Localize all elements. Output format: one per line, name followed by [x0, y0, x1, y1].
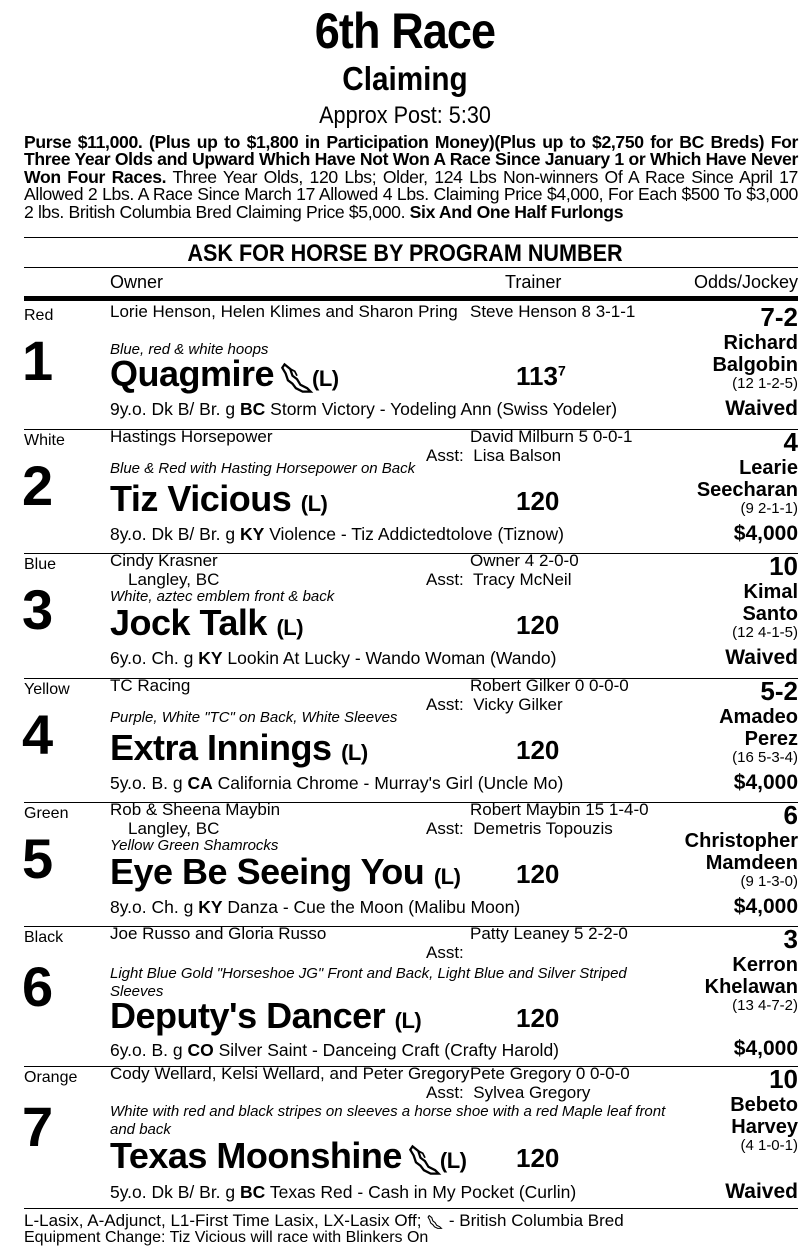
weight-value: 120	[516, 486, 560, 516]
race-conditions	[24, 134, 798, 221]
weight-value: 120	[516, 735, 560, 765]
weight	[516, 610, 559, 641]
program-number: 1	[22, 329, 54, 392]
silks-description: White, aztec emblem front & back	[110, 588, 335, 605]
asst-label: Asst:	[426, 819, 464, 838]
jockey-last-name: Mamdeen	[705, 852, 798, 874]
bred-state: KY	[198, 648, 223, 668]
medication: (L)	[276, 615, 304, 640]
weight	[516, 1143, 559, 1174]
saddlecloth-color: Orange	[24, 1069, 78, 1086]
assistant-trainer	[426, 943, 469, 963]
jockey-stats: (16 5-3-4)	[732, 749, 798, 766]
conditions-distance: Six And One Half Furlongs	[409, 201, 624, 222]
age-sex: 8y.o. Ch. g	[110, 897, 199, 917]
pedigree	[110, 399, 617, 420]
weight-value: 120	[516, 1003, 560, 1033]
silks-description: White with red and black stripes on sleeves a horse shoe with a red Maple leaf front and back	[110, 1103, 666, 1138]
morning-line-odds: 10	[769, 1064, 798, 1094]
asst-label: Asst:	[426, 1083, 464, 1102]
sire-dam: Silver Saint - Danceing Craft (Crafty Harold)	[213, 1040, 559, 1060]
saddlecloth-color: Blue	[24, 556, 57, 573]
pedigree	[110, 1182, 576, 1203]
owner-name: Lorie Henson, Helen Klimes and Sharon Pring	[110, 302, 458, 321]
claiming-price: Waived	[725, 646, 798, 669]
medication: (L)	[341, 740, 368, 765]
jockey-last-name: Harvey	[731, 1116, 798, 1138]
program-number: 7	[22, 1095, 54, 1158]
bc-bred-icon	[280, 361, 310, 391]
program-number: 2	[22, 454, 54, 517]
assistant-name: Tracy McNeil	[472, 570, 572, 589]
saddlecloth-color: White	[24, 432, 65, 449]
asst-label: Asst:	[426, 446, 464, 465]
weight	[516, 361, 566, 392]
jockey-stats: (9 1-3-0)	[740, 873, 798, 890]
jockey-last-name: Balgobin	[712, 354, 798, 376]
weight	[516, 735, 559, 766]
sire-dam: Storm Victory - Yodeling Ann (Swiss Yodeler)	[265, 399, 618, 419]
horse-name: Extra Innings	[110, 727, 332, 768]
assistant-name: Vicky Gilker	[473, 695, 563, 714]
owner-name: Cody Wellard, Kelsi Wellard, and Peter Gregory	[110, 1064, 470, 1083]
bred-state: CA	[187, 773, 213, 793]
saddlecloth-color: Red	[24, 307, 54, 324]
sire-dam: Lookin At Lucky - Wando Woman (Wando)	[222, 648, 557, 668]
odds-jockey-column-header: Odds/Jockey	[693, 272, 798, 292]
sire-dam: California Chrome - Murray's Girl (Uncle Mo)	[212, 773, 564, 793]
age-sex: 6y.o. Ch. g	[110, 648, 199, 668]
pedigree	[110, 773, 563, 794]
trainer: David Milburn 5 0-0-1	[470, 427, 633, 446]
jockey-first-name: Bebeto	[730, 1094, 798, 1116]
horse-name: Deputy's Dancer	[110, 995, 386, 1036]
owner-location: Langley, BC	[128, 570, 220, 589]
trainer: Owner 4 2-0-0	[470, 551, 579, 570]
jockey-stats: (13 4-7-2)	[732, 997, 798, 1014]
bred-state: KY	[240, 524, 265, 544]
trainer: Robert Gilker 0 0-0-0	[470, 676, 629, 695]
bred-state: BC	[240, 399, 266, 419]
horse-name-line	[110, 602, 303, 644]
medication: (L)	[312, 366, 339, 391]
medication: (L)	[433, 864, 461, 889]
age-sex: 8y.o. Dk B/ Br. g	[110, 524, 241, 544]
assistant-name: Sylvea Gregory	[473, 1083, 591, 1102]
horse-name: Eye Be Seeing You	[110, 851, 425, 892]
program-number: 4	[22, 703, 54, 766]
assistant-trainer	[426, 819, 613, 839]
assistant-trainer	[426, 1083, 590, 1103]
claiming-price: $4,000	[733, 771, 798, 794]
weight-value: 120	[516, 610, 560, 640]
race-title: 6th Race	[314, 3, 496, 59]
horse-name-line	[110, 353, 339, 395]
horse-name-line	[110, 478, 327, 520]
jockey-first-name: Learie	[739, 457, 798, 479]
age-sex: 5y.o. B. g	[110, 773, 188, 793]
weight-value: 120	[516, 859, 560, 889]
jockey-stats: (9 2-1-1)	[740, 500, 798, 517]
ask-banner: ASK FOR HORSE BY PROGRAM NUMBER	[187, 240, 623, 267]
asst-label: Asst:	[426, 695, 464, 714]
morning-line-odds: 6	[783, 800, 798, 830]
owner-location: Langley, BC	[128, 819, 220, 838]
trainer: Patty Leaney 5 2-2-0	[470, 924, 628, 943]
jockey-stats: (12 1-2-5)	[732, 375, 798, 392]
rule	[24, 237, 798, 238]
morning-line-odds: 4	[783, 427, 798, 457]
trainer-column-header: Trainer	[505, 272, 562, 292]
claiming-price: Waived	[725, 397, 798, 420]
asst-label: Asst:	[426, 943, 464, 962]
pedigree	[110, 648, 556, 669]
medication: (L)	[439, 1148, 467, 1173]
jockey-stats: (12 4-1-5)	[732, 624, 798, 641]
assistant-name: Demetris Topouzis	[473, 819, 613, 838]
owner-name: Rob & Sheena Maybin	[110, 800, 281, 819]
horse-name: Quagmire	[110, 353, 275, 394]
jockey-first-name: Christopher	[684, 830, 798, 852]
pedigree	[110, 1040, 559, 1061]
rule	[24, 267, 798, 268]
horse-name-line	[110, 995, 421, 1037]
claiming-price: $4,000	[733, 895, 798, 918]
weight-value: 120	[516, 1143, 560, 1173]
program-number: 6	[22, 955, 54, 1018]
age-sex: 5y.o. Dk B/ Br. g	[110, 1182, 241, 1202]
owner-name: Joe Russo and Gloria Russo	[110, 924, 327, 943]
silks-description: Purple, White "TC" on Back, White Sleeves	[110, 709, 398, 726]
sire-dam: Texas Red - Cash in My Pocket (Curlin)	[265, 1182, 577, 1202]
jockey-stats: (4 1-0-1)	[740, 1137, 798, 1154]
horse-name: Texas Moonshine	[110, 1135, 402, 1176]
bred-state: BC	[240, 1182, 266, 1202]
weight-allowance: 7	[557, 362, 566, 379]
header-rule	[24, 296, 798, 301]
sire-dam: Danza - Cue the Moon (Malibu Moon)	[222, 897, 521, 917]
claiming-price: $4,000	[733, 522, 798, 545]
pedigree	[110, 524, 564, 545]
horse-name: Tiz Vicious	[110, 478, 292, 519]
horse-name: Jock Talk	[110, 602, 267, 643]
trainer: Steve Henson 8 3-1-1	[470, 302, 636, 321]
horse-name-line	[110, 851, 460, 893]
owner-column-header: Owner	[110, 272, 164, 292]
weight-value: 113	[516, 361, 558, 391]
saddlecloth-color: Green	[24, 805, 69, 822]
legend	[24, 1211, 624, 1231]
silks-description: Light Blue Gold "Horseshoe JG" Front and Back, Light Blue and Silver Striped Sleeves	[110, 965, 627, 1000]
trainer: Pete Gregory 0 0-0-0	[470, 1064, 630, 1083]
owner-name: Hastings Horsepower	[110, 427, 273, 446]
race-type: Claiming	[342, 60, 468, 97]
legend-text: L-Lasix, A-Adjunct, L1-First Time Lasix, LX-Lasix Off;	[24, 1211, 427, 1230]
asst-label: Asst:	[426, 570, 464, 589]
equipment-change: Equipment Change: Tiz Vicious will race with Blinkers On	[24, 1229, 429, 1246]
horse-name-line	[110, 1135, 466, 1177]
program-number: 5	[22, 827, 54, 890]
conditions-bold-1: Purse $11,000. (Plus up to $1,800 in Participation Money)(Plus up to $2,750 for BC Breds) For Three Year Olds and Upward Which Have Not Won A Race Since January 1 or Which Have Never Won Four Races.	[24, 132, 798, 187]
assistant-trainer	[426, 570, 571, 590]
weight	[516, 486, 559, 517]
morning-line-odds: 5-2	[760, 676, 798, 706]
claiming-price: $4,000	[733, 1037, 798, 1060]
legend-bc-text: - British Columbia Bred	[444, 1211, 624, 1230]
jockey-first-name: Kerron	[732, 954, 798, 976]
conditions-text: Three Year Olds, 120 Lbs; Older, 124 Lbs Non-winners Of A Race Since April 17 Allowed 2 Lbs. A Race Since March 17 Allowed 4 Lbs. Claiming Price $4,000, For Each $500 To $3,000 2 lbs. British Columbia Bred Claiming Price $5,000.	[24, 166, 798, 222]
medication: (L)	[394, 1008, 422, 1033]
assistant-name: Lisa Balson	[473, 446, 562, 465]
weight	[516, 1003, 559, 1034]
age-sex: 6y.o. B. g	[110, 1040, 188, 1060]
saddlecloth-color: Black	[24, 929, 64, 946]
jockey-last-name: Khelawan	[704, 976, 798, 998]
pedigree	[110, 897, 520, 918]
jockey-first-name: Kimal	[743, 581, 798, 603]
jockey-first-name: Amadeo	[719, 706, 798, 728]
saddlecloth-color: Yellow	[24, 681, 70, 698]
weight	[516, 859, 559, 890]
trainer: Robert Maybin 15 1-4-0	[470, 800, 649, 819]
bred-state: CO	[187, 1040, 214, 1060]
bc-map-icon	[426, 1214, 444, 1230]
sire-dam: Violence - Tiz Addictedtolove (Tiznow)	[264, 524, 564, 544]
morning-line-odds: 3	[783, 924, 798, 954]
owner-name: Cindy Krasner	[110, 551, 218, 570]
age-sex: 9y.o. Dk B/ Br. g	[110, 399, 241, 419]
bc-bred-icon	[408, 1143, 438, 1173]
jockey-first-name: Richard	[723, 332, 798, 354]
horse-name-line	[110, 727, 368, 769]
silks-description: Blue & Red with Hasting Horsepower on Back	[110, 460, 416, 477]
silks-description: Blue, red & white hoops	[110, 341, 269, 358]
morning-line-odds: 7-2	[760, 302, 798, 332]
jockey-last-name: Santo	[742, 603, 798, 625]
morning-line-odds: 10	[769, 551, 798, 581]
jockey-last-name: Perez	[744, 728, 798, 750]
entry-separator	[24, 1208, 798, 1209]
claiming-price: Waived	[725, 1180, 798, 1203]
post-time: Approx Post: 5:30	[319, 102, 491, 129]
silks-description: Yellow Green Shamrocks	[110, 837, 279, 854]
program-number: 3	[22, 578, 54, 641]
bred-state: KY	[198, 897, 223, 917]
jockey-last-name: Seecharan	[696, 479, 798, 501]
medication: (L)	[300, 491, 328, 516]
owner-name: TC Racing	[110, 676, 191, 695]
